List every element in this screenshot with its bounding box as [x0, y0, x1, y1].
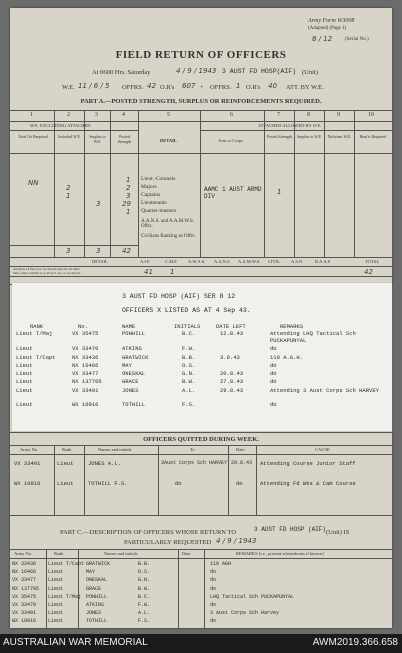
- part-c-cell-rank: Lieut: [48, 610, 64, 617]
- part-c-cell-init: O.S.: [138, 569, 151, 576]
- footer-credit: AUSTRALIAN WAR MEMORIAL: [3, 637, 148, 648]
- overlay-cell-rank: Lieut: [16, 345, 33, 352]
- part-c-cell-rank: Lieut T/Capt: [48, 561, 85, 567]
- overlay-head: NAME: [122, 323, 136, 330]
- overlay-cell-rank: Lieut: [16, 401, 33, 408]
- col-num: 2: [67, 112, 70, 118]
- summary-head: A.A.N.S.: [214, 259, 231, 264]
- col-num: 3: [95, 112, 98, 118]
- part-c-date: 4 / 9 / 1943: [216, 537, 257, 545]
- typed-officer-list: [12, 283, 392, 431]
- part-c-cell-name: ONESKAL: [86, 577, 108, 584]
- part-c-unit: 3 AUST FD HOSP (AIF): [254, 526, 327, 533]
- hw-col4: 1: [126, 208, 131, 216]
- overlay-cell-name: MAY: [122, 362, 132, 369]
- overlay-cell-rank: Lieut: [16, 378, 33, 385]
- overlay-cell-no: VX 35475: [72, 330, 99, 337]
- part-c-cell-remarks: do: [210, 585, 217, 592]
- col-head: Deficient W.E.: [327, 134, 352, 139]
- hw-col2: 1: [66, 192, 71, 200]
- quitted-head: CAUSE: [315, 447, 330, 452]
- col-head: Total Ge Required: [18, 134, 48, 139]
- offrs-value: 42: [147, 82, 156, 90]
- overlay-cell-date: 20.8.43: [220, 370, 244, 377]
- part-c-requested: PARTICULARLY REQUESTED: [124, 539, 212, 546]
- total: 3: [96, 247, 101, 255]
- summary-aif: 41: [144, 268, 153, 276]
- quitted-head: Rank: [62, 447, 72, 452]
- overlay-cell-no: NX 137705: [72, 378, 102, 385]
- part-c-head: Date: [182, 551, 191, 556]
- col-num: 7: [277, 112, 280, 118]
- overlay-cell-init: A.L.: [182, 387, 196, 394]
- part-c-cell-init: F.S.: [138, 618, 151, 625]
- part-c-cell-no: VX 33401: [12, 610, 37, 617]
- summary-cmf: 1: [170, 268, 175, 276]
- col-num: 10: [368, 112, 374, 118]
- col-head: DETAIL: [160, 138, 177, 143]
- overlay-cell-remarks: Attending 3 Aust Corps Sch HARVEY: [270, 387, 379, 394]
- part-c-cell-rank: Lieut T/Maj: [48, 593, 82, 600]
- plus-offrs-label: OFFRS.: [210, 84, 232, 91]
- part-c-cell-no: NX 33436: [12, 561, 37, 567]
- part-c-cell-no: NX 16466: [12, 569, 37, 576]
- summary-head: DETAIL: [92, 259, 108, 264]
- plus-ors-label: O.R's: [246, 84, 261, 91]
- part-c-cell-no: WX 10916: [12, 618, 37, 625]
- form-title: FIELD RETURN OF OFFICERS: [115, 49, 287, 61]
- overlay-cell-date: 12.8.43: [220, 330, 244, 337]
- col-num: 1: [30, 112, 33, 118]
- part-c-cell-name: GRATWICK: [86, 561, 111, 567]
- part-c-cell-init: B.W.: [138, 585, 151, 592]
- summary-head: TOTAL: [365, 259, 380, 264]
- overlay-cell-rank: Lieut: [16, 362, 33, 369]
- summary-head: R.A.A.F.: [315, 259, 332, 264]
- col-head: Included W.E.: [58, 134, 81, 139]
- overlay-cell-init: G.N.: [182, 370, 196, 377]
- part-c-cell-init: G.N.: [138, 577, 151, 584]
- part-c-cell-remarks: LHQ Tactical Sch PUCKAPUNYAL: [210, 593, 295, 600]
- quitted-title: OFFICERS QUITTED DURING WEEK.: [143, 436, 259, 443]
- col-num: 4: [122, 112, 125, 118]
- col-head: Surplus to W.E.: [296, 134, 323, 139]
- overlay-cell-no: WX 10916: [72, 401, 99, 408]
- overlay-head: DATE LEFT: [216, 323, 246, 330]
- overlay-head: RANK: [30, 323, 44, 330]
- part-c-head: REMARKS (i.e., present whereabouts if known): [236, 551, 324, 556]
- part-c-cell-init: F.W.: [138, 602, 151, 608]
- quitted-head: Date: [236, 447, 245, 452]
- overlay-unit-line: 3 AUST FD HOSP (AIF) SER 8 12: [122, 293, 236, 300]
- part-c-cell-name: PONHILL: [86, 593, 108, 600]
- part-c-head: Names and initials: [104, 551, 138, 556]
- overlay-cell-remarks: Attending LHQ Tactical Sch PUCKAPUNYAL: [270, 330, 356, 344]
- part-c-cell-remarks: do: [210, 569, 217, 576]
- serial-value: 8 / 12: [312, 35, 333, 43]
- form-number: Army Form W3008: [308, 18, 355, 24]
- summary-total: 42: [364, 268, 373, 276]
- quitted-head: Names and initials: [98, 447, 132, 452]
- part-c-cell-rank: Lieut: [48, 602, 64, 608]
- hw-col4: 1: [126, 176, 131, 184]
- hw-col4: 29: [122, 200, 131, 208]
- att-label: ATT. BY W.E.: [286, 84, 324, 91]
- part-c-cell-remarks: 3 Aust Corps Sch Harvey: [210, 610, 280, 617]
- detail-item: Quarter-masters: [141, 208, 177, 214]
- part-c-cell-rank: Lieut: [48, 618, 64, 625]
- detail-item: Captains: [141, 192, 161, 198]
- detail-item: Lieutenants: [141, 200, 167, 206]
- part-c-cell-no: NX 137705: [12, 585, 40, 592]
- col-head: Arm or Corps: [218, 138, 243, 143]
- overlay-subtitle: OFFICERS X LISTED AS AT 4 Sep 43.: [122, 307, 251, 314]
- overlay-head: INITIALS: [174, 323, 201, 330]
- overlay-cell-name: GRACE: [122, 378, 139, 385]
- unit-typed: 3 AUST FD HOSP(AIF): [222, 68, 297, 75]
- hw-col4: 2: [126, 184, 131, 192]
- overlay-cell-name: ONESKAL: [122, 370, 146, 377]
- overlay-cell-no: VX 33470: [72, 345, 99, 352]
- we-excluding-head: W.E. EXCLUDING ATTACHED: [30, 123, 91, 128]
- part-c-cell-no: VX 33477: [12, 577, 37, 584]
- part-c-cell-rank: Lieut: [48, 585, 64, 592]
- ors-label: O.R's: [160, 84, 175, 91]
- overlay-cell-init: B.W.: [182, 378, 196, 385]
- at-line: At 0600 Hrs. Saturday: [92, 69, 151, 76]
- summary-note: Analysis of Part A to be shown here by all units. Only units entitled to A.W.A.S. etc. to be shown: [13, 267, 81, 275]
- hw-col2: 2: [66, 184, 71, 192]
- part-c-cell-remarks: do: [210, 577, 217, 584]
- part-c-cell-init: B.B.: [138, 561, 151, 567]
- col-head: Posted Strength: [266, 134, 293, 139]
- overlay-cell-remarks: do: [270, 362, 277, 369]
- hw-col1: NN: [28, 179, 39, 187]
- summary-head: CIVIL.: [268, 259, 282, 264]
- overlay-cell-remarks: do: [270, 345, 277, 352]
- overlay-cell-init: B.C.: [182, 330, 196, 337]
- part-c-cell-name: ATKINS: [86, 602, 105, 608]
- form-adapted: (Adapted) (Page 1): [308, 26, 347, 31]
- plus-ors-value: 40: [268, 82, 277, 90]
- overlay-cell-no: VX 33477: [72, 370, 99, 377]
- overlay-cell-name: GRATWICK: [122, 354, 149, 361]
- summary-head: A.A.M.W.S.: [238, 259, 261, 264]
- plus-offrs-value: 1: [236, 82, 241, 90]
- overlay-cell-remarks: do: [270, 401, 277, 408]
- hw-col3: 3: [96, 200, 101, 208]
- overlay-cell-remarks: do: [270, 378, 277, 385]
- part-c-cell-remarks: 110 AGH: [210, 561, 232, 567]
- summary-head: A.W.A.S.: [188, 259, 206, 264]
- footer-bar: [0, 634, 402, 653]
- col-head: Surplus to W.E.: [89, 134, 106, 144]
- detail-item: A.A.N.S. and A.A.M.W.S. Offrs.: [141, 219, 195, 229]
- overlay-cell-init: F.S.: [182, 401, 196, 408]
- part-c-cell-remarks: do: [210, 618, 217, 625]
- part-c-cell-rank: Lieut: [48, 569, 64, 576]
- part-c-cell-no: VX 35475: [12, 593, 37, 600]
- part-c-cell-name: JONES: [86, 610, 102, 617]
- col-head: Posted Strength: [117, 134, 132, 144]
- serial-label: (Serial No.): [345, 37, 369, 42]
- overlay-cell-rank: Lieut: [16, 370, 33, 377]
- overlay-cell-date: 27.8.43: [220, 378, 244, 385]
- unit-label: (Unit): [302, 69, 318, 76]
- part-c-cell-name: MAY: [86, 569, 96, 576]
- overlay-cell-remarks: 110 A.G.H.: [270, 354, 304, 361]
- arm-corps: AAMC 1 AUST ARMD DIV: [204, 186, 262, 200]
- overlay-cell-name: TOTHILL: [122, 401, 146, 408]
- quitted-head: To: [190, 447, 195, 452]
- overlay-head: REMARKS: [280, 323, 304, 330]
- offrs-label: OFFRS.: [122, 84, 144, 91]
- attached-strength: 1: [277, 188, 282, 196]
- part-c-cell-no: VX 33470: [12, 602, 37, 608]
- hw-col4: 3: [126, 192, 131, 200]
- part-c-head: Rank: [54, 551, 64, 556]
- overlay-cell-name: JONES: [122, 387, 139, 394]
- part-c-cell-remarks: do: [210, 602, 217, 608]
- overlay-cell-init: B.B.: [182, 354, 196, 361]
- we-value: 11 / 6 / 5: [78, 82, 110, 90]
- overlay-cell-init: F.W.: [182, 345, 196, 352]
- quitted-head: Army No.: [20, 447, 39, 452]
- total: 42: [122, 247, 131, 255]
- detail-item: Civilians Ranking as Offrs.: [141, 234, 196, 239]
- part-c-cell-rank: Lieut: [48, 577, 64, 584]
- part-c-cell-init: A.L.: [138, 610, 151, 617]
- part-c-cell-name: GRACE: [86, 585, 102, 592]
- footer-id: AWM2019.366.658: [312, 637, 398, 648]
- ors-value: 607: [182, 82, 196, 90]
- overlay-cell-name: PONHILL: [122, 330, 146, 337]
- overlay-cell-no: VX 33401: [72, 387, 99, 394]
- we-label: W.E.: [62, 84, 75, 91]
- summary-head: C.M.F.: [165, 259, 178, 264]
- return-date: 4 / 9 / 1943: [176, 67, 217, 75]
- document-page: Army Form W3008 (Adapted) (Page 1) 8 / 12 (Serial No.) FIELD RETURN OF OFFICERS At 0600 Hrs. Saturday 4 / 9 / 1943 3 AUST FD HOSP(AIF) (Unit) W.E. 11 / 6 / 5 OFFRS. 42 O.R's 607 + OFFRS. 1 O.R's 40 ATT. BY W.E. PART A.—POSTED STRENGTH, SURPLUS OR REINFORCEMENTS REQUIRED. 1 2 3 4 5 6 7 8 9 10 W.E. EXCLUDING ATTACHED ATTACHED ALLOWED BY W.E. Total Ge Required Included W.E. Surplus to W.E. Posted Strength DETAIL Arm or Corps Posted Strength Surplus to W.E. Deficient W.E. Rein'ts Required Lieut.-Colonels Majors Captains Lieutenants Quarter-masters A.A.N.S. and A.A.M.W.S. Offrs. Civilians Ranking as Offrs. NN 2 1 3 1 2 3 29 1 AAMC 1 AUST ARMD DIV 1 3 3 42 DETAIL A.I.F. C.M.F. A.W.A.S. A.A.N.S. A.A.M.W.S. CIVIL. A.S.N. R.A.A.F. TOTAL Analysis of Part A to be shown here by all units. Only units entitled to A.W.A.S. etc. to be shown 41 1 42 OFFICERS QUITTED DURING WEEK. Army No. Rank Names and initials To Date CAUSE VX 33401 Lieut JONES A.L. 3Aust Corps Sch HARVEY 29.8.43 Attending Course Junior Staff WX 10916 Lieut TOTHILL F.S. do do Attending Fd Wks & Cam Course PART C.—DESCRIPTION OF OFFICERS WHOSE RETURN TO 3 AUST FD HOSP (AIF) (Unit) IS PARTICULARLY REQUESTED 4 / 9 / 1943 Army No. Rank Names and initials Date REMARKS (i.e., present whereabouts if known) NX 33436 Lieut T/Capt GRATWICK B.B. 110 AGH NX 16466 Lieut MAY O.S. do VX 33477 Lieut ONESKAL G.N. do NX 137705 Lieut GRACE B.W. do VX 35475 Lieut T/Maj PONHILL B.C. LHQ Tactical Sch PUCKAPUNYAL VX 33470 Lieut ATKINS F.W. do VX 33401 Lieut JONES A.L. 3 Aust Corps Sch Harvey WX 10916 Lieut TOTHILL F.S. do: [10, 8, 392, 628]
- col-num: 9: [337, 112, 340, 118]
- col-num: 5: [167, 112, 170, 118]
- col-head: Rein'ts Required: [359, 134, 387, 139]
- overlay-cell-date: 29.8.43: [220, 387, 244, 394]
- overlay-cell-no: NX 33436: [72, 354, 99, 361]
- part-c-cell-name: TOTHILL: [86, 618, 108, 625]
- overlay-cell-init: O.S.: [182, 362, 196, 369]
- col-num: 8: [307, 112, 310, 118]
- total: 3: [66, 247, 71, 255]
- overlay-cell-no: NX 16466: [72, 362, 99, 369]
- attached-allowed-head: ATTACHED ALLOWED BY W.E.: [258, 123, 322, 128]
- overlay-cell-name: ATKINS: [122, 345, 142, 352]
- part-c-unit-label: (Unit) IS: [326, 529, 350, 536]
- overlay-cell-rank: Lieut T/Capt: [16, 354, 56, 361]
- part-c-head: Army No.: [14, 551, 33, 556]
- detail-item: Majors: [141, 184, 157, 190]
- part-a-title: PART A.—POSTED STRENGTH, SURPLUS OR REINFORCEMENTS REQUIRED.: [80, 98, 322, 105]
- summary-head: A.S.N.: [291, 259, 304, 264]
- part-c-title: PART C.—DESCRIPTION OF OFFICERS WHOSE RETURN TO: [60, 529, 237, 536]
- part-c-cell-init: B.C.: [138, 593, 151, 600]
- overlay-cell-rank: Lieut: [16, 387, 33, 394]
- overlay-cell-date: 3.8.43: [220, 354, 240, 361]
- summary-head: A.I.F.: [140, 259, 151, 264]
- overlay-cell-remarks: do: [270, 370, 277, 377]
- col-num: 6: [230, 112, 233, 118]
- overlay-cell-rank: Lieut T/Maj: [16, 330, 53, 337]
- overlay-head: No.: [78, 323, 88, 330]
- detail-item: Lieut.-Colonels: [141, 176, 176, 182]
